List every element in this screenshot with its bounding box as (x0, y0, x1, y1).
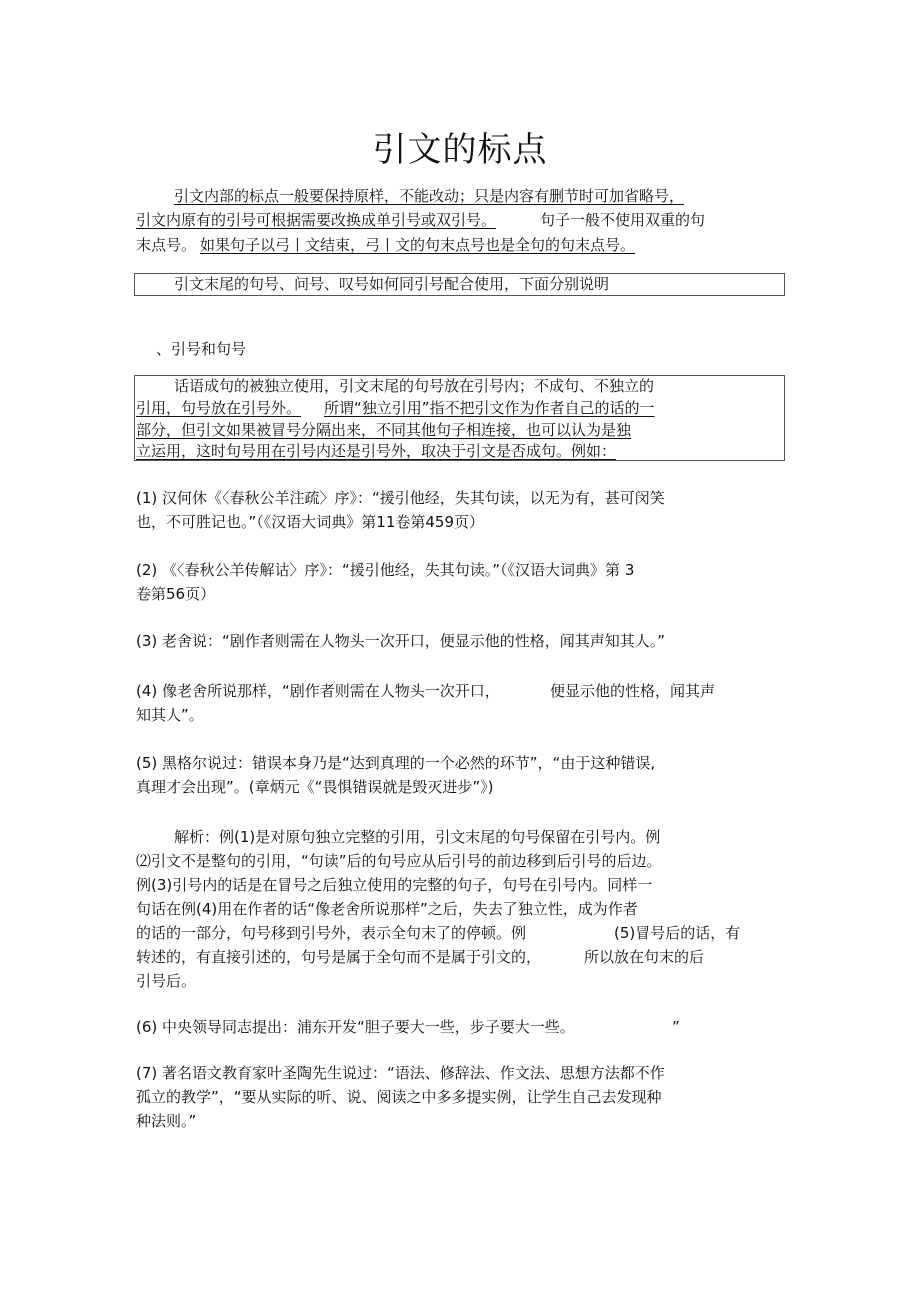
example-6-line-1b: ” (672, 1018, 680, 1036)
example-1-line-2: 也，不可胜记也。”（《汉语大词典》第11卷第459页） (136, 513, 484, 531)
example-4-line-1b: 便显示他的性格，闻其声 (550, 682, 716, 700)
example-1-line-1: (1) 汉何休《〈春秋公羊注疏〉序》：“援引他经，失其句读，以无为有，甚可闵笑 (136, 489, 665, 507)
example-6-line-1a: (6) 中央领导同志提出：浦东开发“胆子要大一些，步子要大一些。 (136, 1018, 575, 1036)
analysis-line-3: 例(3)引号内的话是在冒号之后独立使用的完整的句子，句号在引号内。同样一 (136, 876, 653, 894)
example-5-line-1: (5) 黑格尔说过：错误本身乃是“达到真理的一个必然的环节”，“由于这种错误, (136, 754, 656, 772)
example-4-line-1a: (4) 像老舍所说那样，“剧作者则需在人物头一次开口， (136, 682, 500, 700)
rule-line-4: 立运用，这时句号用在引号内还是引号外，取决于引文是否成句。例如： (136, 442, 617, 460)
analysis-line-6a: 转述的，有直接引述的，句号是属于全句而不是属于引文的， (136, 948, 542, 966)
analysis-line-1: 解析：例(1)是对原句独立完整的引用，引文末尾的句号保留在引号内。例 (174, 828, 661, 846)
example-2-line-2: 卷第56页） (136, 585, 216, 603)
summary-text: 引文末尾的句号、问号、叹号如何同引号配合使用，下面分别说明 (174, 275, 610, 293)
intro-line-3a: 末点号。 (136, 236, 197, 254)
intro-line-2a: 引文内原有的引号可根据需要改换成单引号或双引号。 (136, 211, 497, 229)
intro-line-2b: 句子一般不使用双重的句 (540, 211, 706, 229)
analysis-line-5b: (5)冒号后的话，有 (614, 924, 741, 942)
example-5-line-2: 真理才会出现”。(章炳元《“畏惧错误就是毁灭进步”》) (136, 778, 494, 796)
rule-line-2a: 引用，句号放在引号外。 (136, 399, 302, 417)
rule-line-2b: 所谓“独立引用”指不把引文作为作者自己的话的一 (324, 399, 655, 417)
example-7-line-1: (7) 著名语文教育家叶圣陶先生说过：“语法、修辞法、作文法、思想方法都不作 (136, 1064, 665, 1082)
analysis-line-6b: 所以放在句末的后 (584, 948, 705, 966)
analysis-line-4: 句话在例(4)用在作者的话“像老舍所说那样”之后，失去了独立性，成为作者 (136, 900, 638, 918)
analysis-line-7: 引号后。 (136, 972, 197, 990)
example-4-line-2: 知其人”。 (136, 706, 204, 724)
example-7-line-3: 种法则。” (136, 1112, 197, 1130)
rule-line-3: 部分，但引文如果被冒号分隔出来，不同其他句子相连接，也可以认为是独 (136, 421, 632, 439)
intro-line-3b: 如果句子以弓丨文结束，弓丨文的句末点号也是全句的句末点号。 (200, 236, 636, 254)
analysis-line-2: ⑵引文不是整句的引用，“句读”后的句号应从后引号的前边移到后引号的后边。 (136, 852, 662, 870)
rule-line-1: 话语成句的被独立使用，引文末尾的句号放在引号内；不成句、不独立的 (174, 377, 655, 395)
example-3-line-1: (3) 老舍说：“剧作者则需在人物头一次开口，便显示他的性格，闻其声知其人。” (136, 632, 666, 650)
section-heading: 、引号和句号 (156, 340, 247, 358)
example-2-line-1: (2) 《〈春秋公羊传解诂〉序》：“援引他经，失其句读。”（《汉语大词典》第 3 (136, 561, 635, 579)
document-title: 引文的标点 (372, 130, 548, 170)
example-7-line-2: 孤立的教学”，“要从实际的听、说、阅读之中多多提实例，让学生自己去发现种 (136, 1088, 662, 1106)
analysis-line-5a: 的话的一部分，句号移到引号外，表示全句末了的停顿。例 (136, 924, 527, 942)
intro-line-1: 引文内部的标点一般要保持原样，不能改动；只是内容有删节时可加省略号， (174, 187, 685, 205)
